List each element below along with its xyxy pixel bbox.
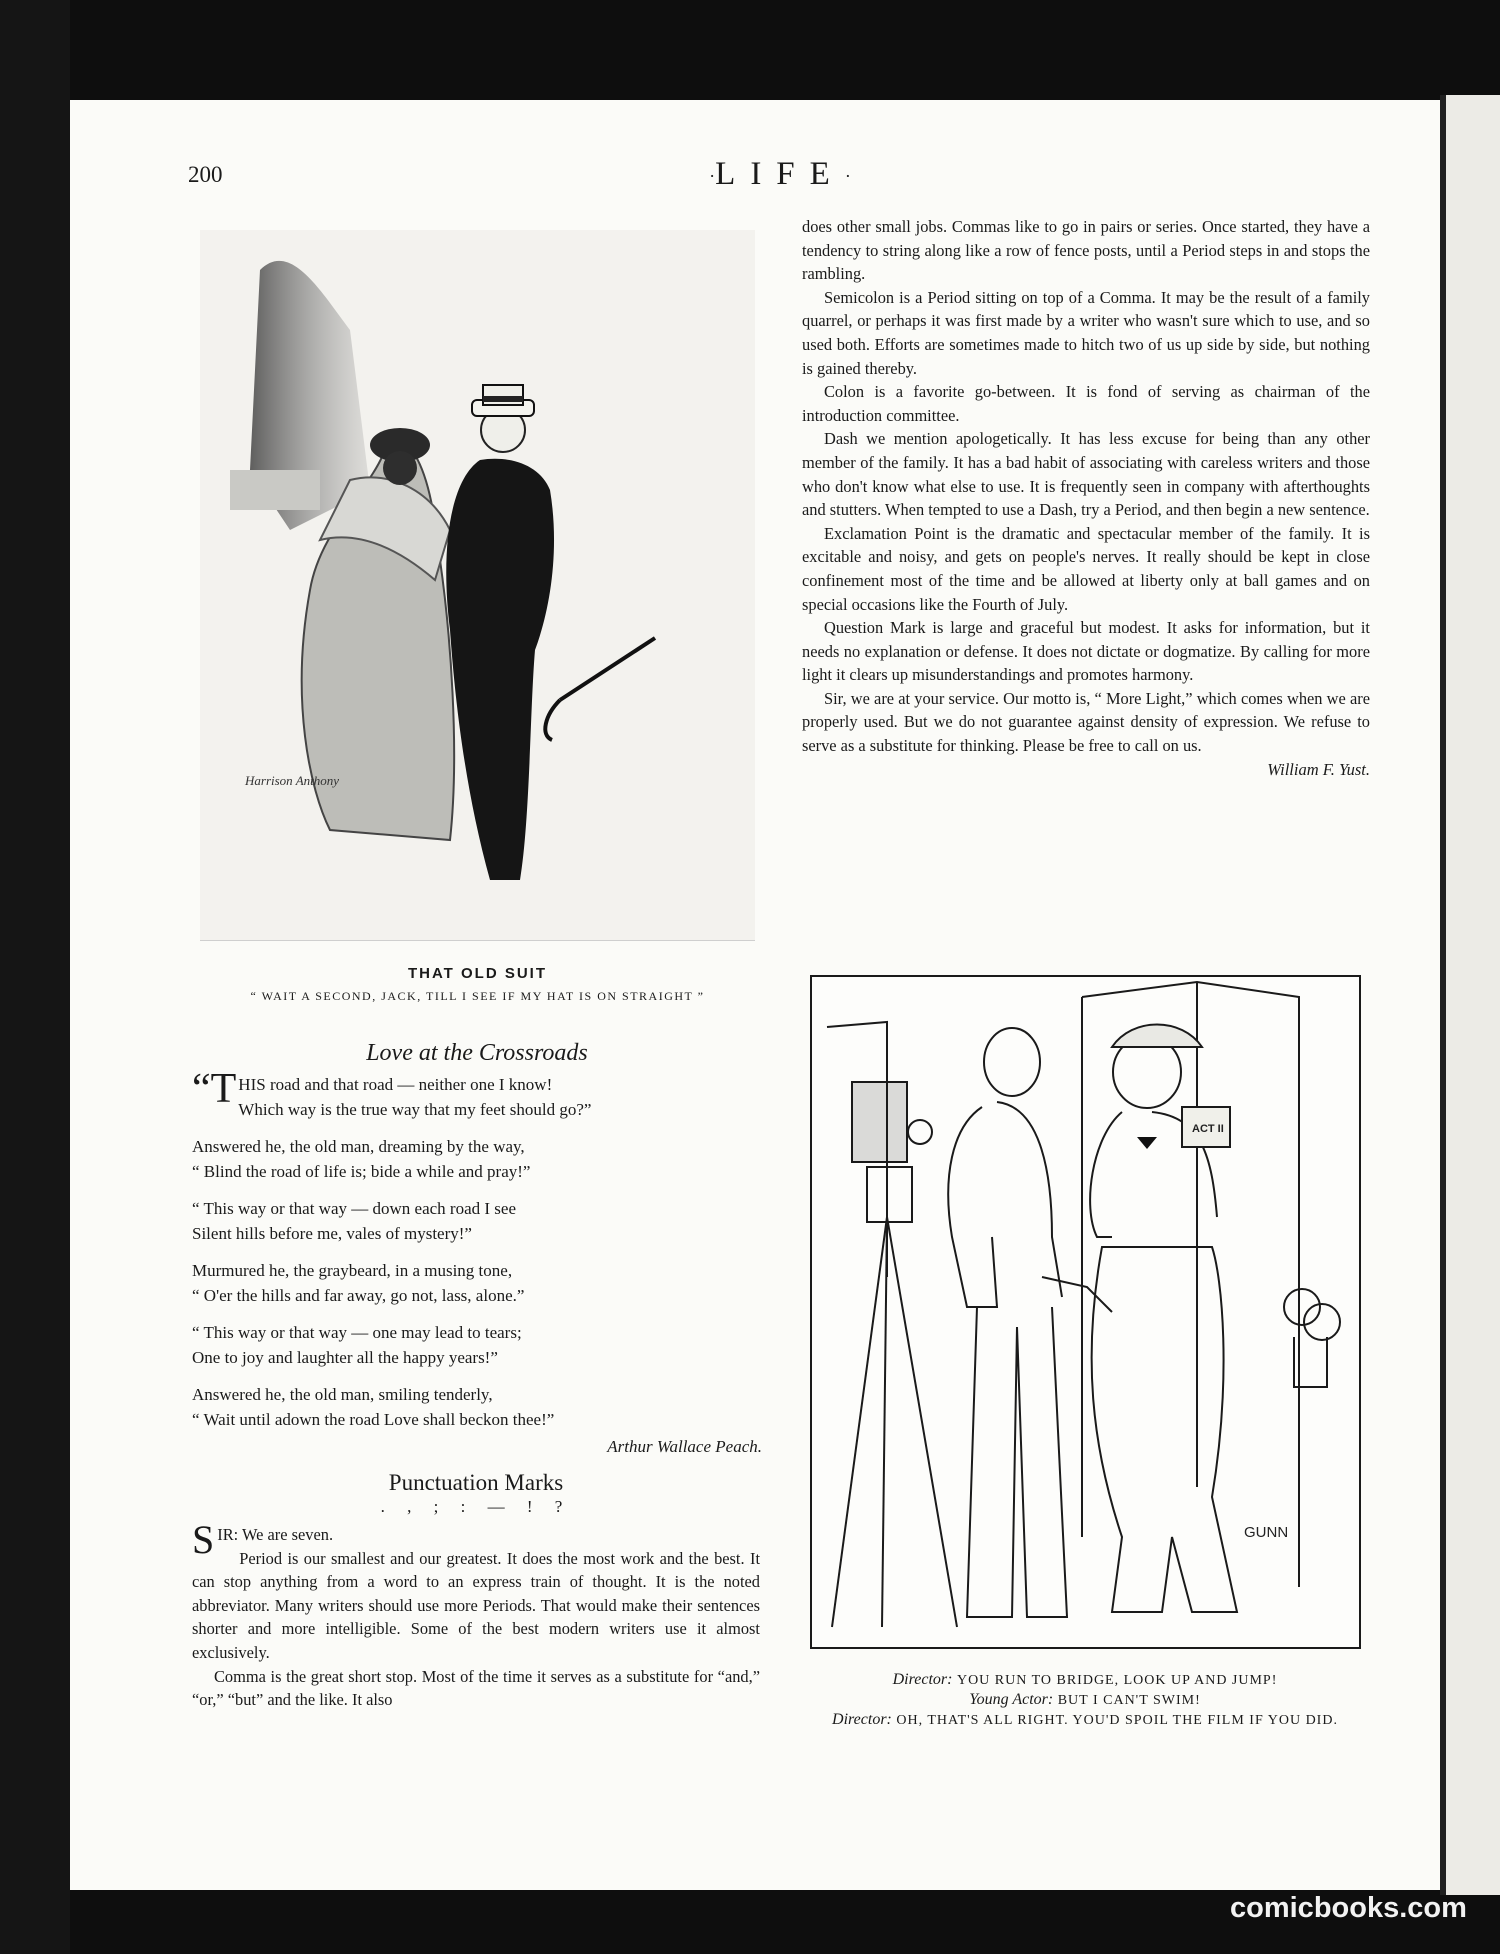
poem-stanza <box>192 1066 762 1122</box>
illustration-caption <box>200 965 755 1004</box>
essay-salutation <box>192 1517 760 1562</box>
cartoon-dialogue-line <box>790 1690 1380 1710</box>
essay-right-column <box>802 215 1370 780</box>
essay-paragraph: Comma is the great short stop. Most of the time it serves as a substitute for “and,” “or,” “but” and the like. It also <box>192 1666 760 1710</box>
poem-line: “ Blind the road of life is; bide a while and pray!” <box>192 1161 531 1181</box>
poem-line: Murmured he, the graybeard, in a musing tone, <box>192 1261 513 1280</box>
masthead <box>670 156 890 193</box>
essay-punctuation-row: . , ; : — ! ? <box>380 1497 572 1516</box>
caption-subtitle: “ WAIT A SECOND, JACK, TILL I SEE IF MY HAT IS ON STRAIGHT ” <box>250 989 705 1003</box>
essay-author: William F. Yust. <box>1267 759 1370 779</box>
poem-dropcap: “T <box>192 1066 237 1112</box>
cartoon-dialogue-line <box>790 1670 1380 1690</box>
essay-paragraph: does other small jobs. Commas like to go in pairs or series. Once started, they have a tendency to string along like a row of fence posts, until a Period steps in and stops the rambling. <box>802 217 1370 284</box>
masthead-dot-right: · <box>844 165 851 186</box>
poem-stanza <box>192 1259 762 1308</box>
book-label: ACT II <box>1192 1123 1224 1135</box>
poem-line: HIS road and that road — neither one I know! <box>238 1075 553 1094</box>
essay-paragraph: Question Mark is large and graceful but modest. It asks for information, but it needs no explanation or defense. It does not dictate or dogmatize. By calling for more light it clears up misunderstandings and promotes harmony. <box>802 618 1370 685</box>
masthead-dot-left: · <box>709 165 716 186</box>
couple-drawing <box>200 230 755 940</box>
dialogue-speech: BUT I CAN'T SWIM! <box>1057 1693 1201 1708</box>
cartoon-caption <box>790 1670 1380 1730</box>
poem-love-at-the-crossroads <box>192 1040 762 1457</box>
poem-line: “ Wait until adown the road Love shall beckon thee!” <box>192 1409 555 1429</box>
poem-stanza <box>192 1135 762 1184</box>
poem-line: Which way is the true way that my feet should go?” <box>238 1099 592 1119</box>
masthead-title: LIFE <box>715 156 845 192</box>
magazine-page <box>70 100 1440 1890</box>
illustration-that-old-suit <box>200 230 755 941</box>
essay-dropcap: S <box>192 1517 215 1562</box>
dialogue-speech: YOU RUN TO BRIDGE, LOOK UP AND JUMP! <box>956 1673 1278 1688</box>
essay-punctuation-marks <box>192 1470 760 1712</box>
cartoon-dialogue-line <box>790 1710 1380 1730</box>
cartoon-drawing <box>812 977 1359 1647</box>
poem-line: “ This way or that way — one may lead to tears; <box>192 1323 522 1342</box>
cartoon-signature: GUNN <box>1244 1524 1289 1541</box>
poem-stanza <box>192 1197 762 1246</box>
poem-line: Silent hills before me, vales of mystery!” <box>192 1223 472 1243</box>
dialogue-speech: OH, THAT'S ALL RIGHT. YOU'D SPOIL THE FILM IF YOU DID. <box>896 1713 1338 1728</box>
poem-stanza <box>192 1383 762 1432</box>
dialogue-speaker: Young Actor: <box>969 1691 1054 1708</box>
poem-stanza <box>192 1321 762 1370</box>
essay-paragraph: Semicolon is a Period sitting on top of a Comma. It may be the result of a family quarrel, or perhaps it was first made by a writer who wasn't sure which to use, and so used both. Efforts are sometimes made to hitch two of us up side by side, but nothing is gained thereby. <box>802 287 1370 378</box>
poem-line: Answered he, the old man, smiling tenderly, <box>192 1385 493 1404</box>
poem-author: Arthur Wallace Peach. <box>607 1437 762 1456</box>
essay-paragraph: Colon is a favorite go-between. It is fond of serving as chairman of the introduction committee. <box>802 382 1370 425</box>
poem-line: Answered he, the old man, dreaming by the way, <box>192 1137 525 1156</box>
poem-title: Love at the Crossroads <box>366 1040 588 1066</box>
essay-salutation-text: IR: We are seven. <box>217 1525 334 1544</box>
poem-line: “ This way or that way — down each road I see <box>192 1199 516 1218</box>
artist-signature: Harrison Anthony <box>245 773 340 788</box>
essay-paragraph: Period is our smallest and our greatest. It does the most work and the best. It can stop anything from a word to an express train of thought. It is the noted abbreviator. Many writers should use more Periods. That would make their sentences shorter and more intelligible. Some of the best modern writers use it almost exclusively. <box>192 1548 760 1662</box>
page-number: 200 <box>188 162 223 187</box>
poem-line: One to joy and laughter all the happy years!” <box>192 1347 498 1367</box>
adjacent-page-edge <box>1440 95 1500 1895</box>
cartoon-director-actor <box>810 975 1361 1649</box>
site-watermark: comicbooks.com <box>1230 1892 1467 1924</box>
essay-paragraph: Sir, we are at your service. Our motto is, “ More Light,” which comes when we are properly used. But we do not guarantee against density of expression. We refuse to serve as a substitute for thinking. Please be free to call on us. <box>802 688 1370 756</box>
caption-title: THAT OLD SUIT <box>407 965 548 982</box>
essay-title: Punctuation Marks <box>388 1470 564 1495</box>
dialogue-speaker: Director: <box>832 1711 892 1728</box>
scan-border-left <box>0 0 70 1954</box>
essay-paragraph: Dash we mention apologetically. It has less excuse for being than any other member of the family. It has a bad habit of associating with careless writers and those who don't know what else to use. It is frequently seen in company with afterthoughts and stutters. When tempted to use a Dash, try a Period, and then begin a new sentence. <box>802 429 1370 520</box>
dialogue-speaker: Director: <box>892 1671 953 1688</box>
essay-paragraph: Exclamation Point is the dramatic and spectacular member of the family. It is excitable and noisy, and gets on people's nerves. It really should be kept in close confinement most of the time and be allowed at liberty only at ball games and on special occasions like the Fourth of July. <box>802 523 1370 614</box>
poem-line: “ O'er the hills and far away, go not, lass, alone.” <box>192 1285 525 1305</box>
